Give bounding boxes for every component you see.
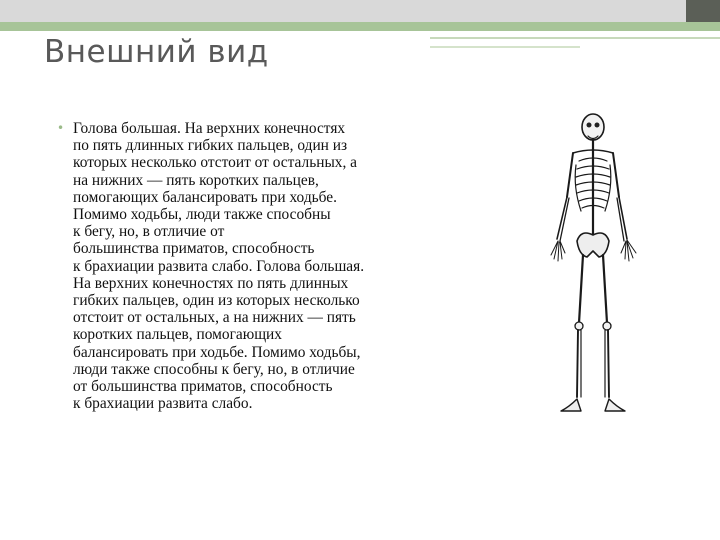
body-line: Помимо ходьбы, люди также способны: [73, 206, 331, 224]
body-line: балансировать при ходьбе. Помимо ходьбы,: [73, 343, 361, 361]
body-line: по пять длинных гибких пальцев, один из: [73, 137, 348, 155]
body-line: коротких пальцев, помогающих: [73, 326, 282, 344]
body-line: большинства приматов, способность: [73, 240, 315, 258]
accent-line-top: [430, 37, 720, 39]
header-bar: [0, 0, 720, 22]
body-line: к брахиации развита слабо. Голова большая.: [73, 257, 365, 275]
slide-body-text: [73, 120, 493, 412]
body-line: на нижних — пять коротких пальцев,: [73, 171, 319, 189]
slide-title: Внешний вид: [44, 34, 269, 70]
body-line: помогающих балансировать при ходьбе.: [73, 188, 337, 206]
skeleton-illustration: [515, 105, 655, 425]
body-line: Голова большая. На верхних конечностях: [73, 120, 346, 137]
body-line: люди также способны к бегу, но, в отличие: [73, 360, 355, 378]
header-bar-dark: [686, 0, 720, 22]
bullet-icon: •: [57, 121, 65, 135]
body-line: отстоит от остальных, а на нижних — пять: [73, 309, 356, 327]
body-line: к брахиации развита слабо.: [73, 395, 253, 413]
body-line: к бегу, но, в отличие от: [73, 223, 225, 241]
body-line: от большинства приматов, способность: [73, 378, 333, 396]
accent-line-bottom: [430, 46, 580, 48]
body-line: гибких пальцев, один из которых несколько: [73, 292, 360, 310]
header-bar-gray: [0, 0, 686, 22]
body-line: На верхних конечностях по пять длинных: [73, 274, 349, 292]
header-accent-band: [0, 22, 720, 31]
body-line: которых несколько отстоит от остальных, а: [73, 154, 358, 172]
